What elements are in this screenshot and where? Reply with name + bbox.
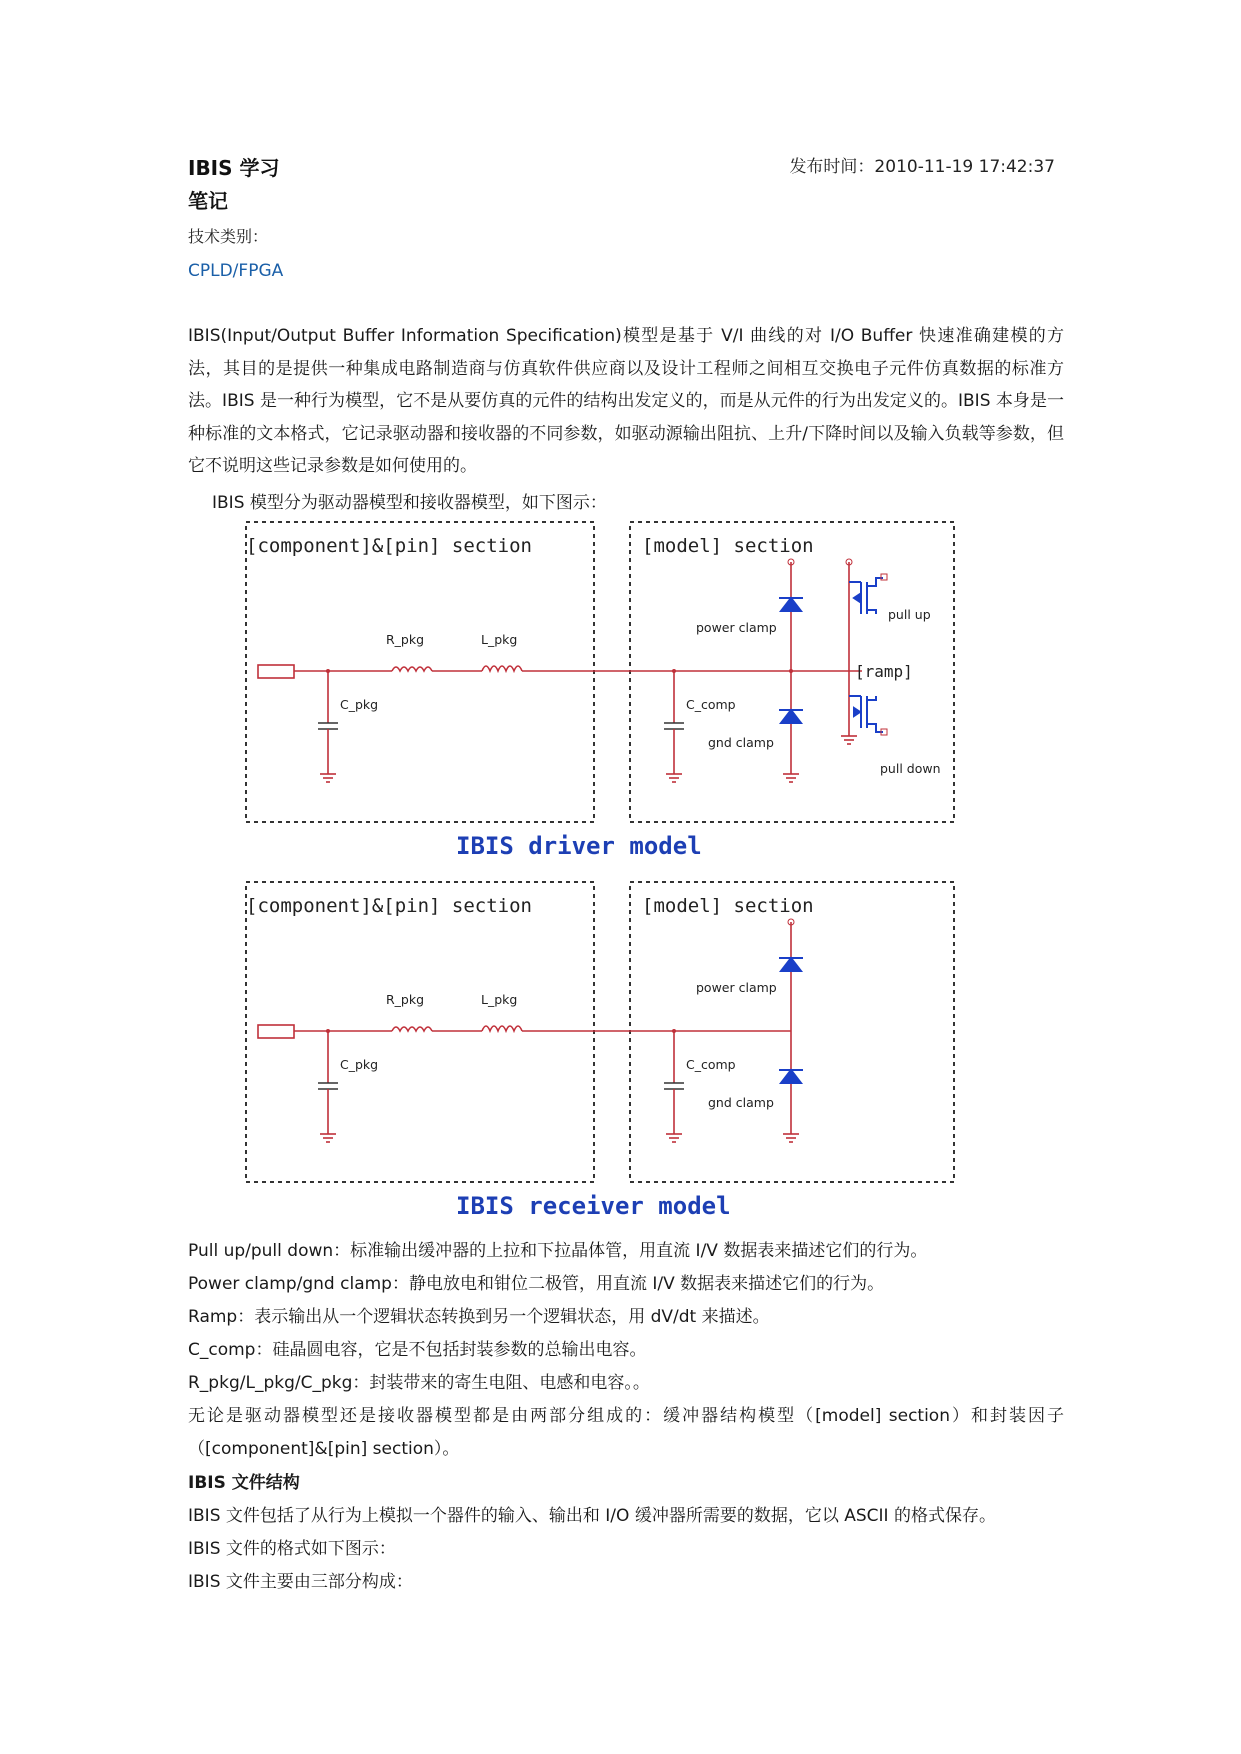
component-section-label: [component]&[pin] section [246,535,532,557]
receiver-model-caption: IBIS receiver model [456,1192,731,1220]
component-section-label: [component]&[pin] section [246,895,532,917]
file-structure-line: IBIS 文件包括了从行为上模拟一个器件的输入、输出和 I/O 缓冲器所需要的数据，它以 ASCII 的格式保存。 [188,1506,996,1526]
definition-clamp: Power clamp/gnd clamp：静电放电和钳位二极管，用直流 I/V 数据表来描述它们的行为。 [188,1274,885,1294]
pin-pad [258,665,294,678]
pull-down-transistor [849,696,883,732]
power-clamp-label: power clamp [696,980,777,995]
ground-symbol [783,774,799,782]
component-section-box [246,522,594,822]
pull-up-transistor [849,578,883,614]
file-structure-heading: IBIS 文件结构 [188,1473,300,1493]
model-section-box [630,882,954,1182]
pull-down-label: pull down [880,761,941,776]
ground-symbol [320,774,336,782]
ramp-label: [ramp] [855,662,913,681]
ibis-receiver-diagram [236,876,966,1226]
gnd-clamp-diode [779,710,803,723]
gnd-clamp-diode [779,1070,803,1083]
power-clamp-diode [779,958,803,971]
ground-symbol [783,1134,799,1142]
ground-symbol [666,774,682,782]
model-section-label: [model] section [642,895,814,917]
gnd-clamp-label: gnd clamp [708,735,774,750]
l-pkg-label: L_pkg [481,992,518,1007]
summary-paragraph: 无论是驱动器模型还是接收器模型都是由两部分组成的：缓冲器结构模型（[model] section）和封装因子（[component]&[pin] section）。 [188,1406,1064,1459]
model-intro: IBIS 模型分为驱动器模型和接收器模型，如下图示： [212,493,607,513]
c-pkg-label: C_pkg [340,1057,379,1072]
ground-symbol [320,1134,336,1142]
definition-c-comp: C_comp：硅晶圆电容，它是不包括封装参数的总输出电容。 [188,1340,647,1360]
l-pkg-label: L_pkg [481,632,518,647]
ground-symbol [666,1134,682,1142]
c-comp-label: C_comp [686,1057,736,1072]
l-pkg-inductor [482,666,522,671]
file-structure-line: IBIS 文件主要由三部分构成： [188,1572,413,1592]
power-clamp-diode [779,598,803,611]
gnd-clamp-label: gnd clamp [708,1095,774,1110]
pin-pad [258,1025,294,1038]
definition-ramp: Ramp：表示输出从一个逻辑状态转换到另一个逻辑状态，用 dV/dt 来描述。 [188,1307,770,1327]
ibis-driver-diagram [236,516,966,866]
c-pkg-label: C_pkg [340,697,379,712]
driver-model-caption: IBIS driver model [456,832,702,860]
l-pkg-inductor [482,1026,522,1031]
category-link[interactable]: CPLD/FPGA [188,261,284,281]
file-structure-line: IBIS 文件的格式如下图示： [188,1539,396,1559]
ground-symbol [841,736,857,744]
component-section-box [246,882,594,1182]
power-clamp-label: power clamp [696,620,777,635]
model-section-label: [model] section [642,535,814,557]
article-title: IBIS 学习笔记 [188,156,280,213]
intro-paragraph: IBIS(Input/Output Buffer Information Specification)模型是基于 V/I 曲线的对 I/O Buffer 快速准确建模的方法，其目的是提供一种集成电路制造商与仿真软件供应商以及设计工程师之间相互交换电子元件仿真数据的标准方法。IBIS 是一种行为模型，它不是从要仿真的元件的结构出发定义的，而是从元件的行为出发定义的。IBIS 本身是一种标准的文本格式，它记录驱动器和接收器的不同参数，如驱动源输出阻抗、上升/下降时间以及输入负载等参数，但它不说明这些记录参数是如何使用的。 [188,326,1064,476]
r-pkg-resistor [392,667,432,671]
publish-time: 发布时间：2010-11-19 17:42:37 [789,157,1055,177]
definition-pkg: R_pkg/L_pkg/C_pkg：封装带来的寄生电阻、电感和电容。。 [188,1373,650,1393]
r-pkg-label: R_pkg [386,632,425,647]
c-comp-label: C_comp [686,697,736,712]
r-pkg-label: R_pkg [386,992,425,1007]
r-pkg-resistor [392,1027,432,1031]
category-label: 技术类别： [188,227,269,246]
pull-up-label: pull up [888,607,931,622]
definition-pull: Pull up/pull down：标准输出缓冲器的上拉和下拉晶体管，用直流 I/V 数据表来描述它们的行为。 [188,1241,928,1261]
